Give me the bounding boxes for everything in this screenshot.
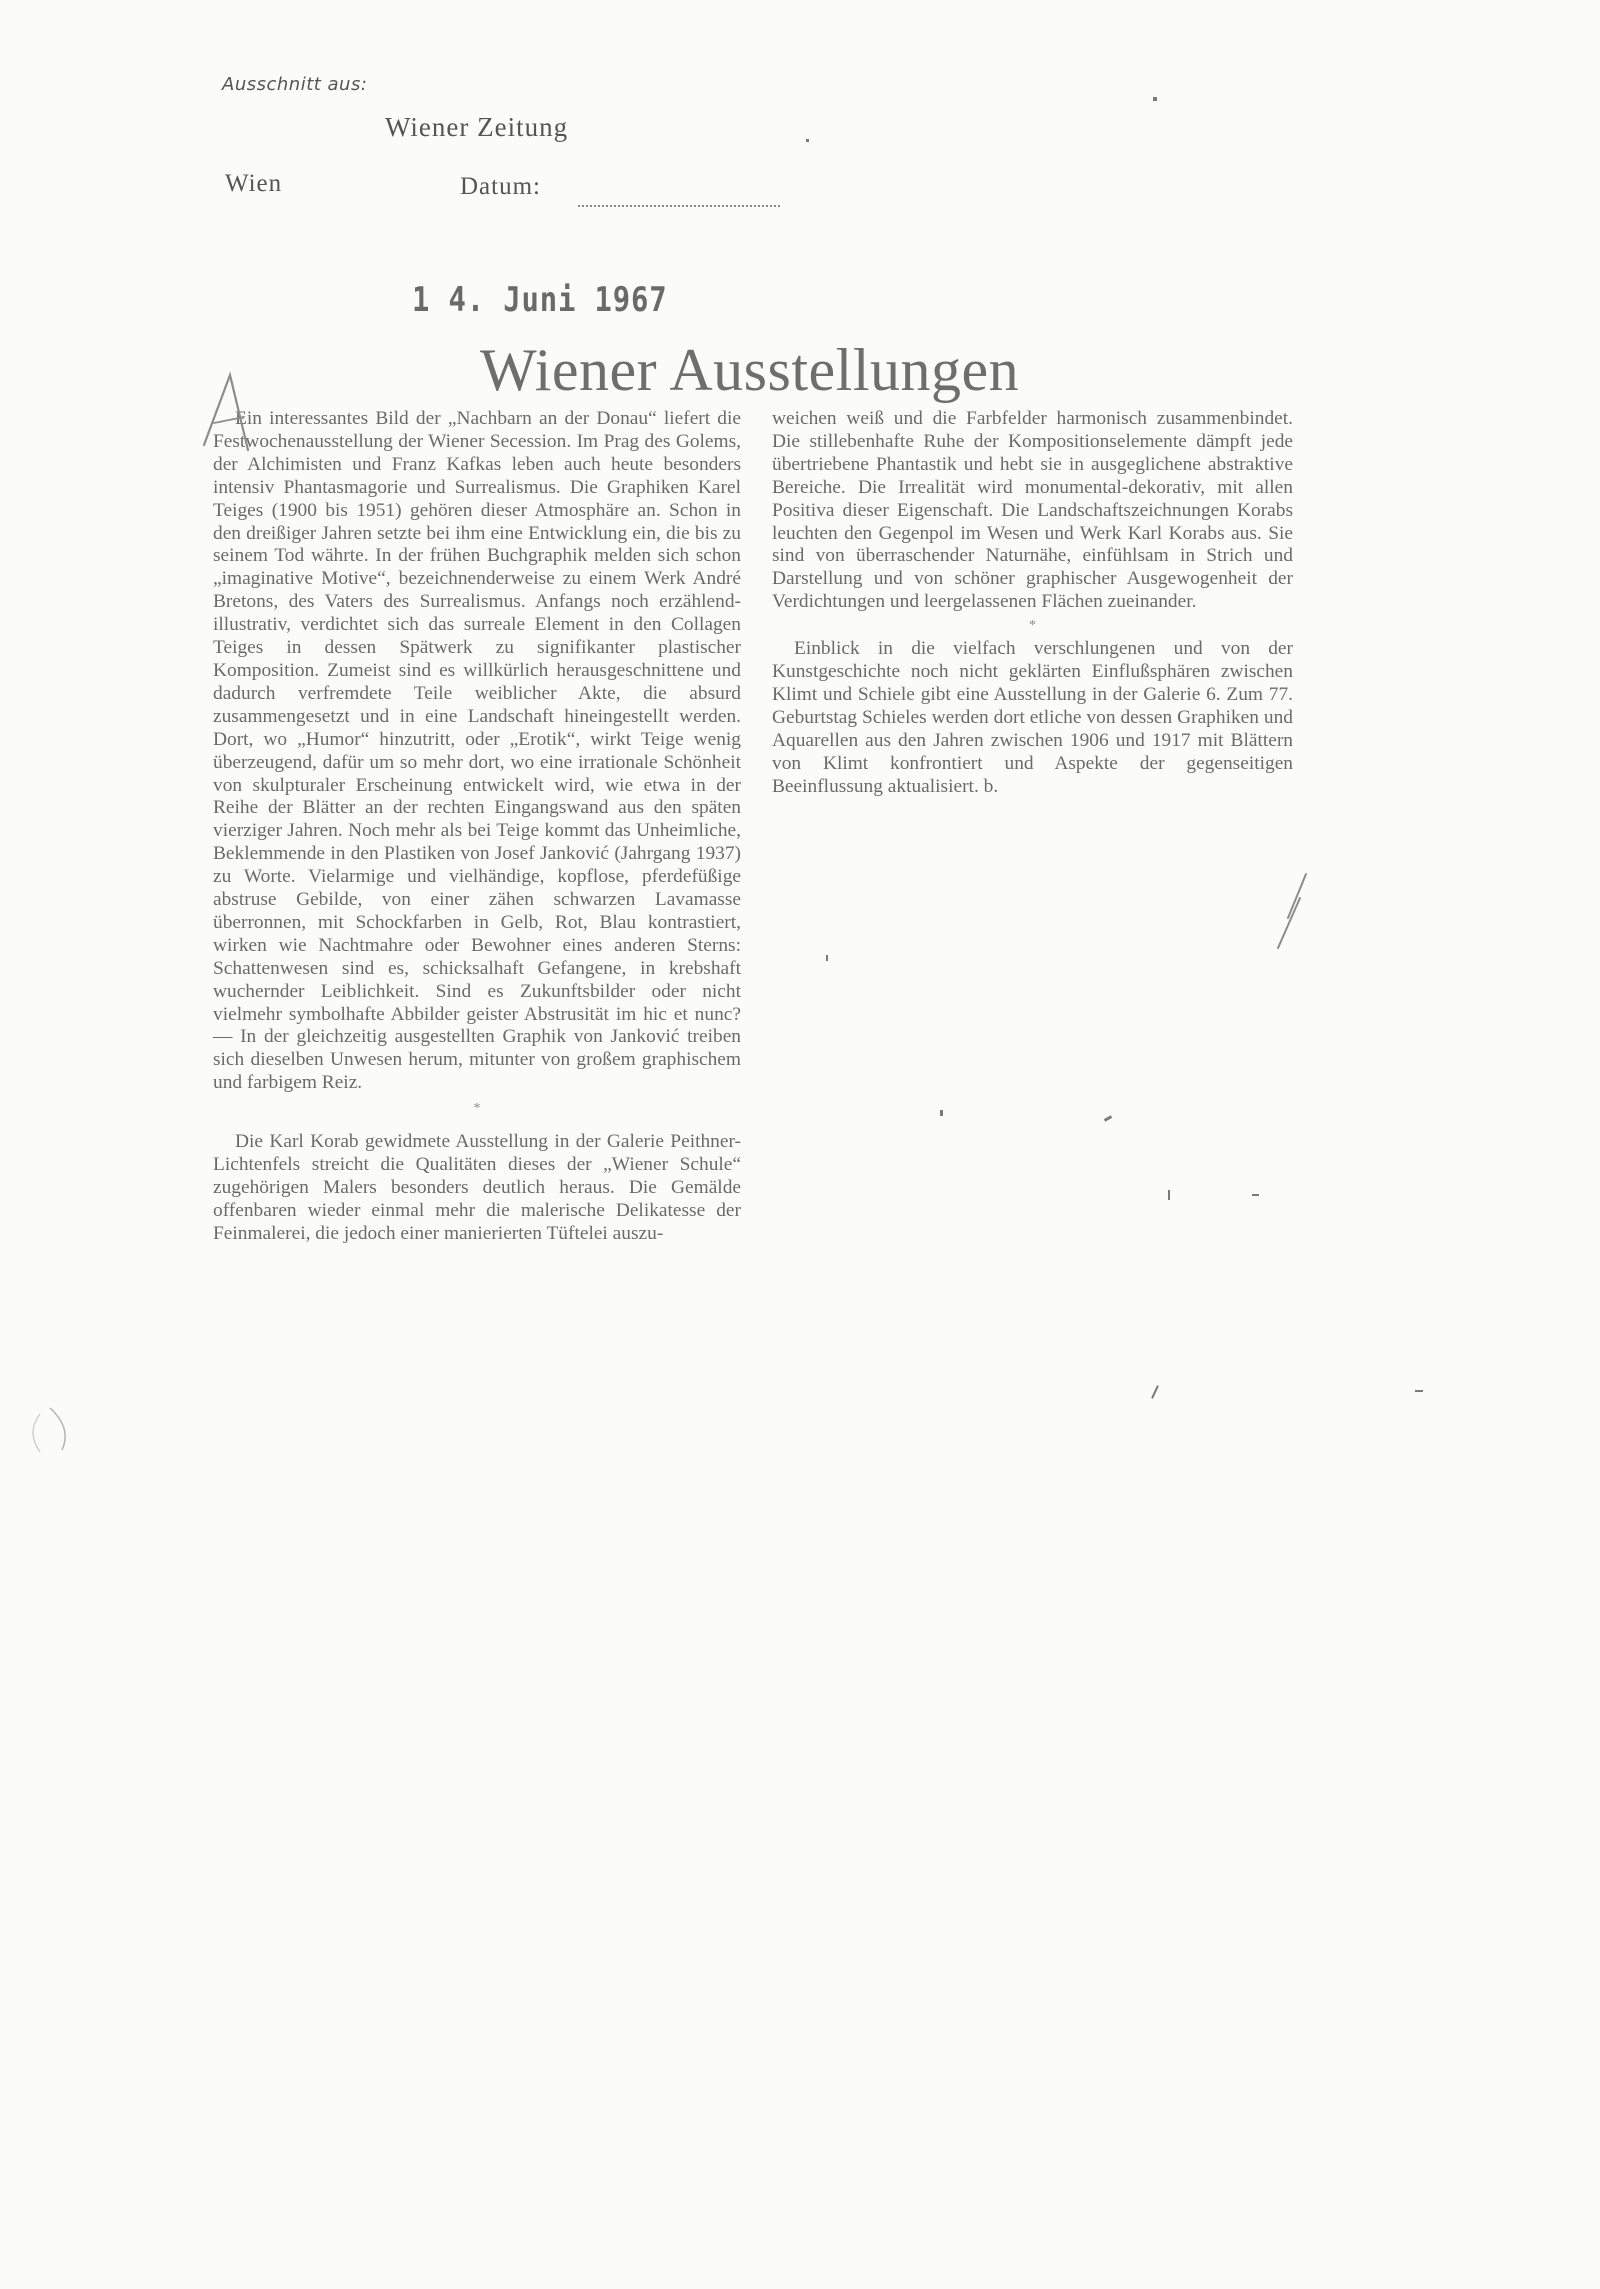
article-column-right (772, 408, 1293, 799)
speck (806, 139, 809, 142)
pencil-bracket-icon (1270, 870, 1310, 950)
speck (1153, 97, 1157, 101)
article-headline: Wiener Ausstellungen (480, 337, 1020, 403)
city-label: Wien (225, 170, 283, 197)
article-paragraph: Einblick in die vielfach verschlungenen und von der Kunstgeschichte noch nicht geklärten Einflußsphären zwischen Klimt und Schiele gibt eine Ausstellung in der Galerie 6. Zum 77. Geburtstag Schieles werden dort etliche von dessen Graphiken und Aquarellen aus den Jahren zwischen 1906 und 1917 mit Blättern von Klimt konfrontiert und Aspekte der gegenseitigen Beeinflussung aktualisiert. b. (772, 638, 1293, 797)
clipping-label: Ausschnitt aus: (222, 74, 368, 95)
article-paragraph: weichen weiß und die Farbfelder harmonisch zusammenbindet. Die stillebenhafte Ruhe der Kompositionselemente dämpft jede übertriebene Phantastik und hebt sie in ausgeglichene abstraktive Bereiche. Die Irrealität wird monumental-dekorativ, mit allen Positiva dieser Eigenschaft. Die Landschaftszeichnungen Korabs leuchten den Gegenpol im Wesen und Werk Karl Korabs aus. Sie sind von überraschender Naturnähe, einfühlsam in Strich und Darstellung und von schöner graphischer Ausgewogenheit der Verdichtungen und leergelassenen Flächen zueinander. (772, 408, 1293, 613)
article-column-left (213, 408, 741, 1246)
paper-crease-icon (10, 1400, 80, 1460)
speck (1415, 1390, 1423, 1392)
speck (826, 955, 828, 961)
article-paragraph: Die Karl Korab gewidmete Ausstellung in der Galerie Peithner-Lichtenfels streicht die Qualitäten dieses der „Wiener Schule“ zugehörigen Malers besonders deutlich heraus. Die Gemälde offenbaren wieder einmal mehr die malerische Delikatesse der Feinmalerei, die jedoch einer manierierten Tüftelei auszu- (213, 1131, 741, 1244)
speck (1252, 1194, 1259, 1196)
speck (1168, 1190, 1170, 1200)
date-stamp: 1 4. Juni 1967 (412, 280, 668, 320)
speck (1104, 1115, 1112, 1122)
section-separator: * (1029, 618, 1036, 634)
newspaper-name: Wiener Zeitung (385, 112, 569, 142)
date-label: Datum: (460, 173, 541, 200)
article-paragraph: Ein interessantes Bild der „Nachbarn an der Donau“ liefert die Festwochenausstellung der Wiener Secession. Im Prag des Golems, der Alchimisten und Franz Kafkas leben auch heute besonders intensiv Phantasmagorie und Surrealismus. Die Graphiken Karel Teiges (1900 bis 1951) gehören dieser Atmosphäre an. Schon in den dreißiger Jahren setzte bei ihm eine Entwicklung ein, die bis zu seinem Tod währte. In der frühen Buchgraphik melden sich schon „imaginative Motive“, bezeichnenderweise zu einem Werk André Bretons, des Vaters des Surrealismus. Anfangs noch erzählend-illustrativ, verdichtet sich das surreale Element in den Collagen Teiges in dessen Spätwerk zu signifikanter plastischer Komposition. Zumeist sind es willkürlich herausgeschnittene und dadurch verfremdete Teile weiblicher Akte, die absurd zusammengesetzt und in eine Landschaft hineingestellt werden. Dort, wo „Humor“ hinzutritt, oder „Erotik“, wirkt Teige wenig überzeugend, dafür um so mehr dort, wo eine irrationale Schönheit von skulpturaler Erscheinung entwickelt wird, wie etwa in der Reihe der Blätter an der rechten Eingangswand aus den späten vierziger Jahren. Noch mehr als bei Teige kommt das Unheimliche, Beklemmende in den Plastiken von Josef Janković (Jahrgang 1937) zu Worte. Vielarmige und vielhändige, kopflose, pferdefüßige abstruse Gebilde, von einer zähen schwarzen Lavamasse überronnen, mit Schockfarben in Gelb, Rot, Blau kontrastiert, wirken wie Nachtmahre oder Bewohner eines anderen Sterns: Schattenwesen sind es, schicksalhaft Gefangene, in krebshaft wuchernder Leiblichkeit. Sind es Zukunftsbilder oder nicht vielmehr symbolhafte Abbilder geister Abstrusität im hic et nunc? — In der gleichzeitig ausgestellten Graphik von Janković treiben sich dieselben Unwesen herum, mitunter von großem graphischem und farbigem Reiz. (213, 408, 741, 1094)
pencil-mark-icon (200, 365, 275, 455)
speck (940, 1110, 943, 1116)
speck (1151, 1385, 1159, 1399)
date-field-line (578, 205, 780, 207)
section-separator: * (473, 1101, 481, 1117)
